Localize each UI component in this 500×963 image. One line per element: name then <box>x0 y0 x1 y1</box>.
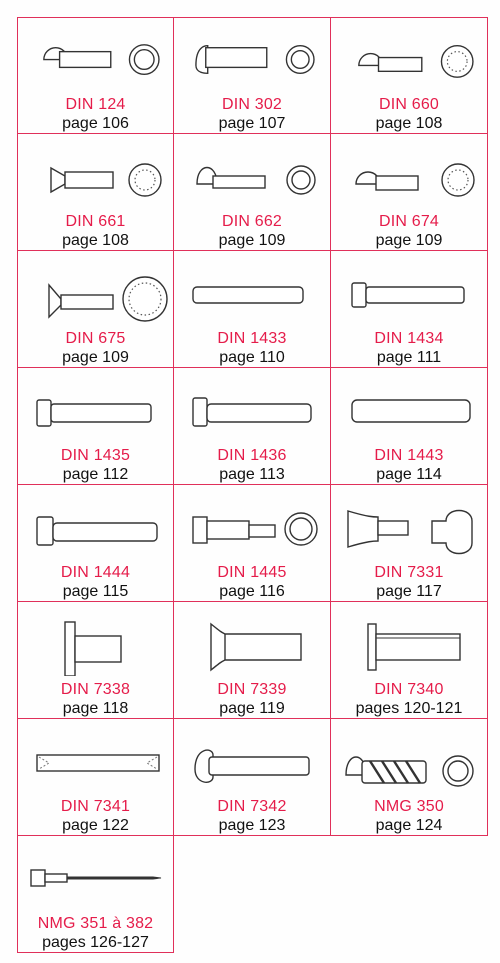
hollow-rivet-icon <box>334 497 484 559</box>
page-reference: page 112 <box>62 466 129 483</box>
standard-code: DIN 7331 <box>374 564 444 581</box>
page-reference: page 115 <box>62 583 129 600</box>
catalog-item[interactable] <box>17 602 174 719</box>
headless-pin-icon <box>21 731 171 793</box>
page-reference: pages 126-127 <box>42 934 149 951</box>
catalog-item[interactable] <box>174 251 331 368</box>
standard-code: DIN 124 <box>65 96 126 113</box>
mushroom-head-rivet-icon <box>177 146 327 208</box>
pin-icon <box>334 380 484 442</box>
standard-code: DIN 674 <box>378 213 440 230</box>
catalog-item[interactable] <box>17 485 174 602</box>
standard-code: DIN 1435 <box>60 447 131 464</box>
page-reference: page 108 <box>62 232 129 249</box>
pin-icon <box>177 263 327 325</box>
standard-code: DIN 7338 <box>60 681 131 698</box>
page-reference: page 111 <box>376 349 442 366</box>
page-reference: page 114 <box>376 466 442 483</box>
standard-code: DIN 7341 <box>60 798 131 815</box>
standard-code: DIN 1433 <box>217 330 287 347</box>
catalog-item[interactable] <box>331 485 488 602</box>
grooved-rivet-icon <box>334 731 484 793</box>
page-reference: pages 120-121 <box>355 700 463 717</box>
tubular-rivet-icon <box>177 614 327 676</box>
standard-code: DIN 7340 <box>374 681 444 698</box>
catalog-item[interactable] <box>17 251 174 368</box>
catalog-item[interactable] <box>17 134 174 251</box>
catalog-item[interactable] <box>331 251 488 368</box>
countersunk-rivet-icon <box>21 263 171 325</box>
flat-round-head-rivet-icon <box>177 30 327 91</box>
standard-code: DIN 662 <box>221 213 283 230</box>
page-reference: page 117 <box>376 583 442 600</box>
round-head-rivet-icon <box>334 30 484 91</box>
flat-head-rivet-icon <box>21 614 171 676</box>
catalog-item[interactable] <box>331 602 488 719</box>
catalog-item[interactable] <box>174 17 331 134</box>
page-reference: page 109 <box>62 349 129 366</box>
standard-code: NMG 350 <box>374 798 444 815</box>
round-head-rivet-icon <box>334 146 484 208</box>
standard-code: DIN 7342 <box>217 798 287 815</box>
catalog-item[interactable] <box>17 17 174 134</box>
blind-rivet-icon <box>21 848 171 910</box>
page-reference: page 110 <box>219 349 285 366</box>
standard-code: DIN 661 <box>65 213 126 230</box>
catalog-item[interactable] <box>331 368 488 485</box>
catalog-item[interactable] <box>174 368 331 485</box>
countersunk-pin-icon <box>177 731 327 793</box>
catalog-item[interactable] <box>17 368 174 485</box>
page-reference: page 108 <box>375 115 443 132</box>
page-reference: page 123 <box>218 817 286 834</box>
headed-pin-icon <box>21 380 171 442</box>
page-reference: page 116 <box>219 583 285 600</box>
standard-code: DIN 1436 <box>217 447 287 464</box>
headed-pin-icon <box>21 497 171 559</box>
catalog-item[interactable] <box>174 485 331 602</box>
catalog-item[interactable] <box>174 719 331 836</box>
standard-code: DIN 1443 <box>374 447 444 464</box>
catalog-item[interactable] <box>331 719 488 836</box>
countersunk-rivet-icon <box>21 146 171 208</box>
page-reference: page 113 <box>219 466 285 483</box>
standard-code: DIN 1444 <box>60 564 131 581</box>
catalog-item[interactable] <box>331 134 488 251</box>
headed-pin-icon <box>177 380 327 442</box>
catalog-item[interactable] <box>174 134 331 251</box>
page-reference: page 109 <box>375 232 443 249</box>
page-reference: page 109 <box>218 232 286 249</box>
tubular-rivet-icon <box>334 614 484 676</box>
standard-code: DIN 660 <box>378 96 440 113</box>
standard-code: DIN 675 <box>65 330 126 347</box>
page-reference: page 106 <box>62 115 129 132</box>
page-reference: page 107 <box>218 115 286 132</box>
catalog-item[interactable] <box>17 836 174 953</box>
page-reference: page 122 <box>62 817 129 834</box>
page-reference: page 118 <box>62 700 129 717</box>
catalog-item[interactable] <box>331 17 488 134</box>
page-reference: page 119 <box>219 700 285 717</box>
standard-code: DIN 1445 <box>217 564 287 581</box>
round-head-rivet-icon <box>21 30 171 91</box>
catalog-item[interactable] <box>174 602 331 719</box>
standard-code: DIN 302 <box>221 96 283 113</box>
standard-code: NMG 351 à 382 <box>37 915 154 932</box>
standard-code: DIN 7339 <box>217 681 287 698</box>
catalog-item[interactable] <box>17 719 174 836</box>
catalog-grid <box>17 17 488 953</box>
standard-code: DIN 1434 <box>374 330 444 347</box>
headed-pin-icon <box>334 263 484 325</box>
page-reference: page 124 <box>375 817 443 834</box>
shouldered-pin-icon <box>177 497 327 559</box>
